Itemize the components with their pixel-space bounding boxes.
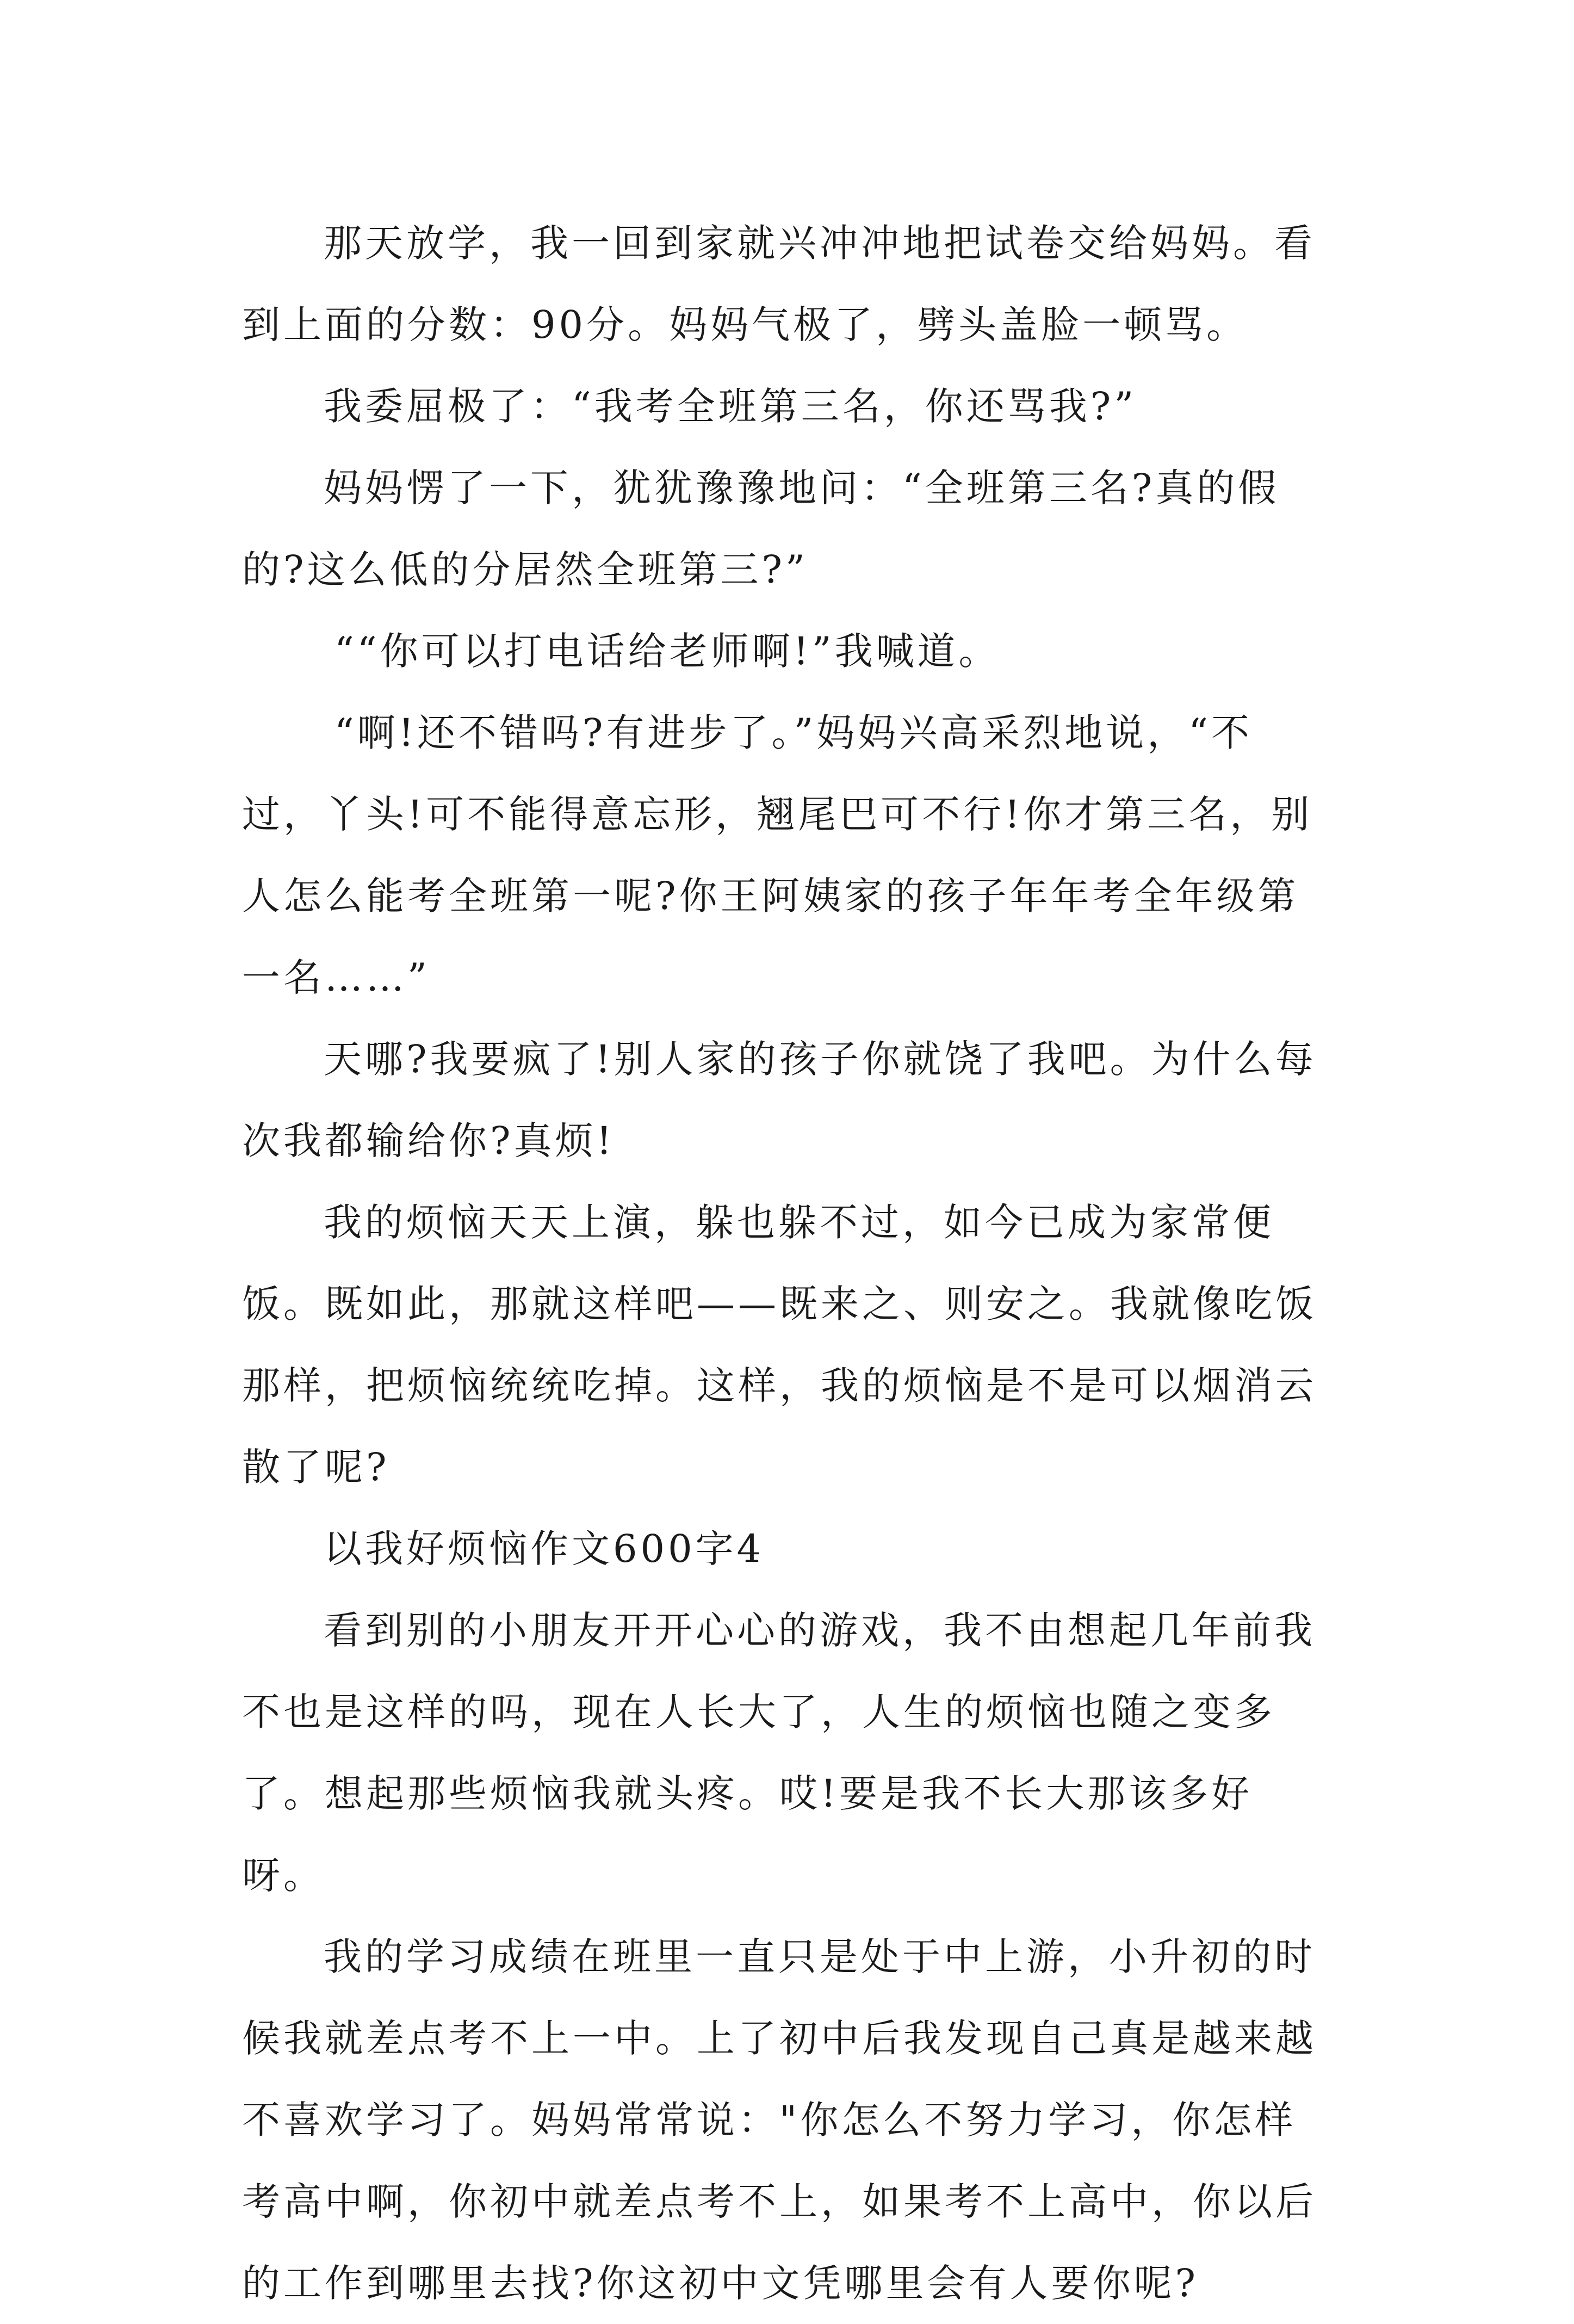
paragraph-study-grades: 我的学习成绩在班里一直只是处于中上游，小升初的时候我就差点考不上一中。上了初中后我发现自己真是越来越不喜欢学习了。妈妈常常说："你怎么不努力学习，你怎样考高中啊，你初中就差点考不上，如果考不上高中，你以后的工作到哪里去找?你这初中文凭哪里会有人要你呢? (242, 1934, 1317, 2306)
paragraph-after-school: 那天放学，我一回到家就兴冲冲地把试卷交给妈妈。看到上面的分数：90分。妈妈气极了，劈头盖脸一顿骂。 (242, 221, 1316, 347)
essay-heading: 以我好烦恼作文600字4 (324, 1526, 765, 1571)
paragraph-growing-up: 看到别的小朋友开开心心的游戏，我不由想起几年前我不也是这样的吗，现在人长大了，人生的烦恼也随之变多了。想起那些烦恼我就头疼。哎!要是我不长大那该多好呀。 (242, 1608, 1316, 1897)
article-body (242, 202, 1335, 2324)
paragraph-mom-delighted: “啊!还不错吗?有进步了。”妈妈兴高采烈地说，“不过，丫头!可不能得意忘形，翘尾巴可不行!你才第三名，别人怎么能考全班第一呢?你王阿姨家的孩子年年考全年级第一名……” (242, 710, 1313, 1000)
paragraph-daily-worries: 我的烦恼天天上演，躲也躲不过，如今已成为家常便饭。既如此，那就这样吧——既来之、则安之。我就像吃饭那样，把烦恼统统吃掉。这样，我的烦恼是不是可以烟消云散了呢? (242, 1200, 1317, 1489)
paragraph-wronged: 我委屈极了：“我考全班第三名，你还骂我?” (324, 384, 1137, 429)
paragraph-mom-hesitates: 妈妈愣了一下，犹犹豫豫地问：“全班第三名?真的假的?这么低的分居然全班第三?” (242, 466, 1280, 592)
paragraph-call-teacher: ““你可以打电话给老师啊!”我喊道。 (334, 629, 1000, 673)
paragraph-so-annoyed: 天哪?我要疯了!别人家的孩子你就饶了我吧。为什么每次我都输给你?真烦! (242, 1037, 1317, 1163)
